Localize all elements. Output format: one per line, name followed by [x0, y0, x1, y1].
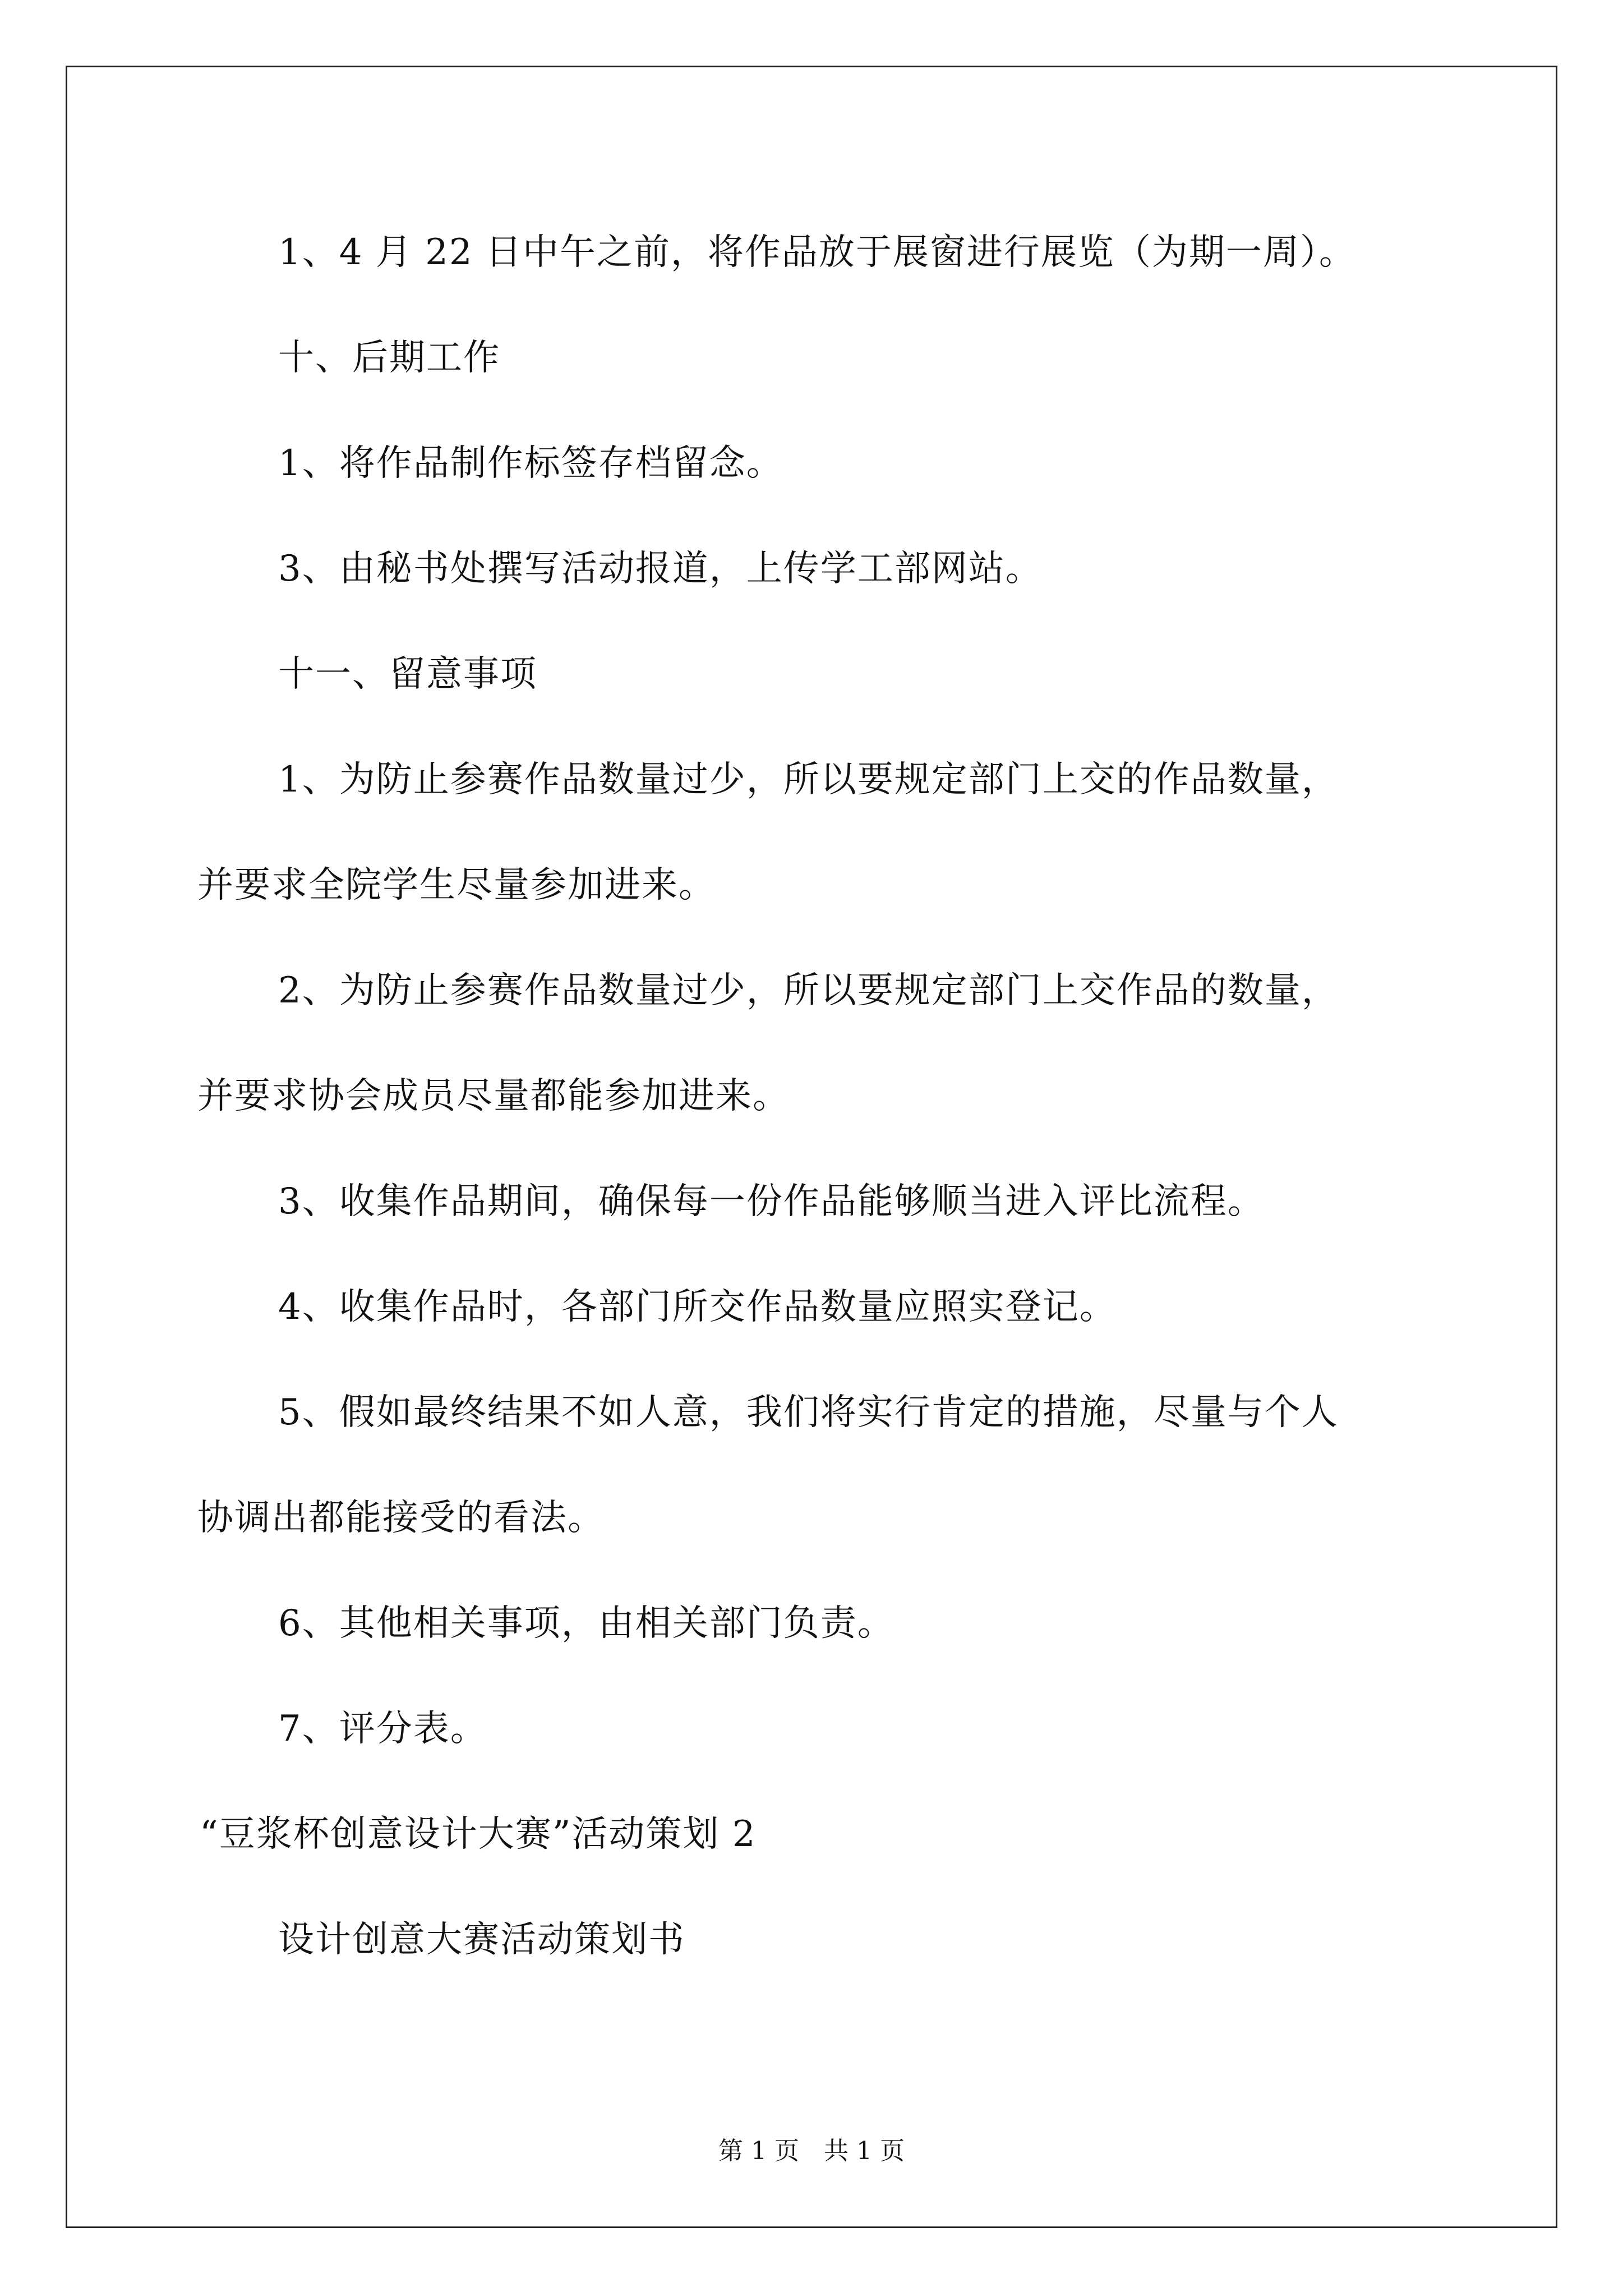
text-line: 并要求协会成员尽量都能参加进来。 [197, 1075, 790, 1117]
text-line: 6、其他相关事项，由相关部门负责。 [278, 1603, 895, 1644]
text-line: 5、假如最终结果不如人意，我们将实行肯定的措施，尽量与个人 [278, 1392, 1339, 1433]
text-line: 3、收集作品期间，确保每一份作品能够顺当进入评比流程。 [278, 1181, 1265, 1222]
section-heading: 十、后期工作 [278, 337, 500, 379]
document-title: “豆浆杯创意设计大赛”活动策划 2 [200, 1814, 757, 1855]
text-line: 1、为防止参赛作品数量过少，所以要规定部门上交的作品数量， [278, 759, 1339, 800]
text-line: 7、评分表。 [278, 1708, 487, 1750]
text-line: 1、将作品制作标签存档留念。 [278, 443, 783, 484]
document-subtitle: 设计创意大赛活动策划书 [278, 1919, 685, 1961]
text-line: 1、4 月 22 日中午之前，将作品放于展窗进行展览（为期一周）。 [278, 232, 1356, 273]
section-heading: 十一、留意事项 [278, 654, 537, 695]
text-line: 并要求全院学生尽量参加进来。 [197, 864, 716, 906]
page-number-footer: 第 1 页 共 1 页 [718, 2137, 905, 2165]
text-line: 4、收集作品时，各部门所交作品数量应照实登记。 [278, 1286, 1117, 1328]
text-line: 2、为防止参赛作品数量过少，所以要规定部门上交作品的数量， [278, 970, 1339, 1011]
page-border [66, 66, 1557, 2228]
text-line: 协调出都能接受的看法。 [197, 1497, 605, 1539]
text-line: 3、由秘书处撰写活动报道，上传学工部网站。 [278, 548, 1043, 590]
